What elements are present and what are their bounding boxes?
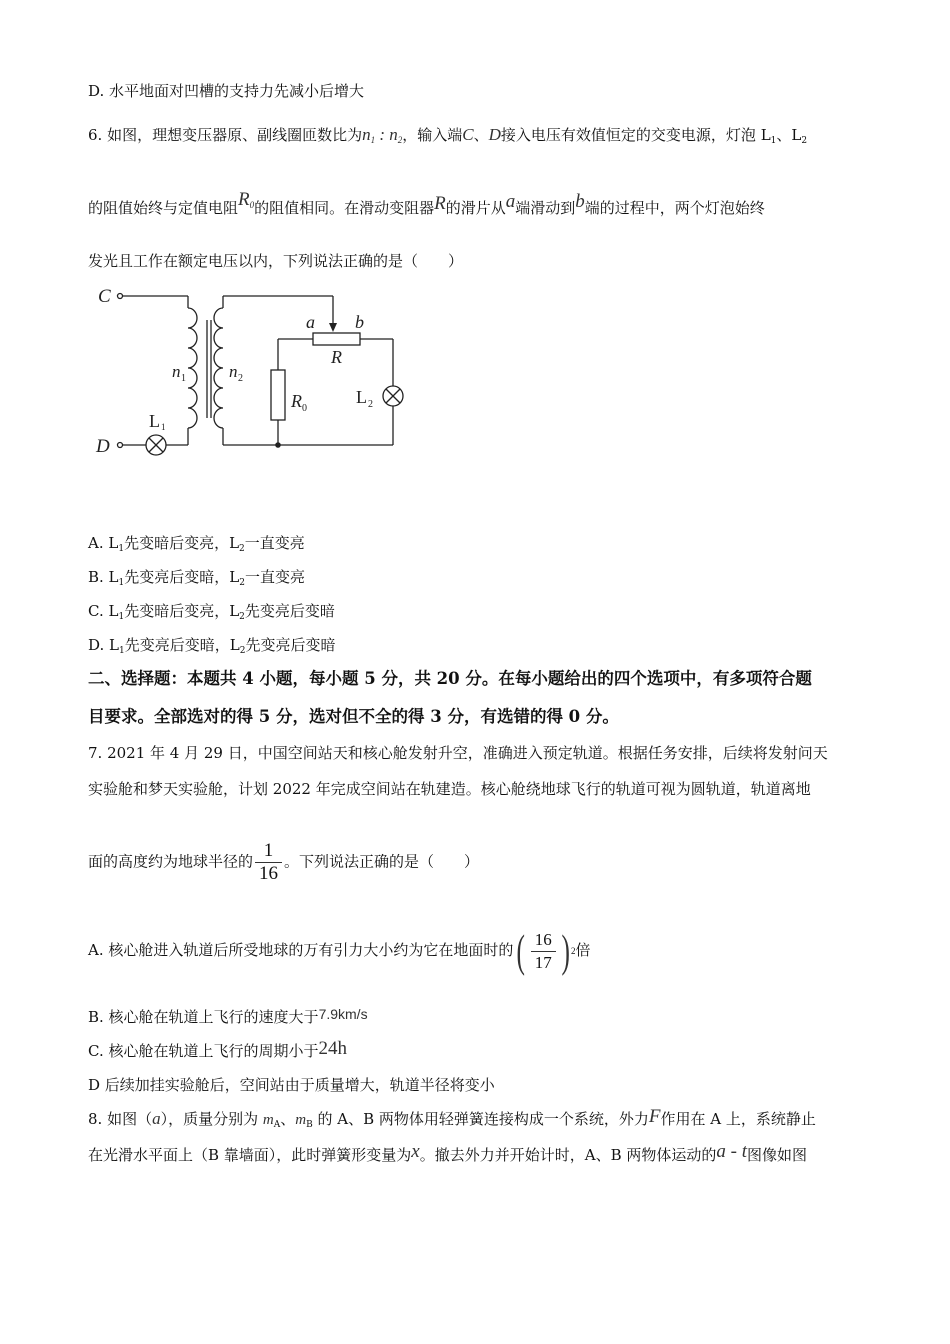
section2-heading-line-2: 目要求。全部选对的得 5 分，选对但不全的得 3 分，有选错的得 0 分。 <box>88 707 619 726</box>
label-n2: n <box>229 362 238 381</box>
label-n1: n <box>172 362 181 381</box>
q6-option-d: D. $L_1$先变亮后变暗，$L_2$先变亮后变暗 <box>88 636 336 656</box>
label-d: D <box>96 436 110 457</box>
label-c: C <box>98 286 111 307</box>
label-l1: L <box>149 411 160 431</box>
q7-option-d: D 后续加挂实验舱后，空间站由于质量增大，轨道半径将变小 <box>88 1076 495 1094</box>
q7-stem-line-2: 实验舱和梦天实验舱，计划 2022 年完成空间站在轨建造。核心舱绕地球飞行的轨道可视为圆轨道，轨道离地 <box>88 780 811 798</box>
q8-stem-line-2: 在光滑水平面上（B 靠墙面），此时弹簧形变量为x。撤去外力并开始计时，A、B 两物体运动的a - t图像如图 <box>88 1141 807 1164</box>
secondary-coil <box>214 308 223 428</box>
fraction-one-sixteenth: $\frac{1}{16}$ <box>255 840 282 885</box>
q5-option-d-text: D. 水平地面对凹槽的支持力先减小后增大 <box>88 82 365 100</box>
q6-option-c: C. $L_1$先变暗后变亮，$L_2$先变亮后变暗 <box>88 602 335 622</box>
q7-stem-line-3: 面的高度约为地球半径的 $\frac{1}{16}$ 。下列说法正确的是（ ） <box>88 840 480 884</box>
label-a: a <box>306 312 315 332</box>
section2-heading-line-1: 二、选择题：本题共 4 小题，每小题 5 分，共 20 分。在每小题给出的四个选项中，有多项符合题 <box>88 669 812 688</box>
q7-option-c: C. 核心舱在轨道上飞行的周期小于24h <box>88 1038 347 1060</box>
primary-coil <box>188 308 197 428</box>
terminal-c-circle <box>118 294 123 299</box>
force-f-symbol: F <box>648 1106 661 1127</box>
q6-stem-line-3: 发光且工作在额定电压以内，下列说法正确的是（ ） <box>88 252 464 270</box>
label-n2-sub: 2 <box>238 373 243 384</box>
label-l2: L <box>356 387 367 407</box>
terminal-d-circle <box>118 443 123 448</box>
at-graph-symbol: a - t <box>716 1141 747 1162</box>
r0-symbol: $R_0$ <box>238 189 255 210</box>
squared-fraction: ( $\frac{16}{17}$ ) 2 <box>516 925 576 976</box>
label-b: b <box>355 312 364 332</box>
q7-stem-line-1: 7. 2021 年 4 月 29 日，中国空间站天和核心舱发射升空，准确进入预定轨道。根据任务安排，后续将发射问天 <box>88 744 828 762</box>
q6-option-a: A. $L_1$先变暗后变亮，$L_2$一直变亮 <box>88 534 305 554</box>
q6-circuit-diagram <box>88 280 418 465</box>
q8-stem-line-1: 8. 如图（a），质量分别为 $m_A$、$m_B$ 的 A、B 两物体用轻弹簧连接构成一个系统，外力F作用在 A 上，系统静止 <box>88 1106 816 1130</box>
period-value: 24h <box>318 1038 347 1059</box>
terminal-c: C <box>462 125 474 144</box>
rheostat-r <box>313 333 360 345</box>
b-symbol: b <box>575 191 585 212</box>
q7-option-b: B. 核心舱在轨道上飞行的速度大于7.9km/s <box>88 1006 368 1026</box>
q6-stem-line-1: 6. 如图，理想变压器原、副线圈匝数比为$n_1$ : $n_2$，输入端C、D接入电压有效值恒定的交变电源，灯泡 $L_1$、$L_2$ <box>88 125 808 146</box>
q6-stem-line-2: 的阻值始终与定值电阻$R_0$的阻值相同。在滑动变阻器R的滑片从a端滑动到b端的过程中，两个灯泡始终 <box>88 189 765 217</box>
junction-dot <box>275 442 281 448</box>
q6-stem-text: 6. 如图，理想变压器原、副线圈匝数比为 <box>88 126 363 144</box>
x-symbol: x <box>411 1141 420 1162</box>
speed-value: 7.9km/s <box>318 1006 368 1022</box>
terminal-d: D <box>488 125 501 144</box>
a-symbol: a <box>505 191 516 212</box>
q5-option-d <box>88 80 364 102</box>
slider-arrowhead <box>329 323 337 332</box>
label-r: R <box>331 347 342 367</box>
label-l1-sub: 1 <box>161 422 166 432</box>
resistor-r0 <box>271 370 285 420</box>
label-n1-sub: 1 <box>181 373 186 384</box>
turns-ratio: $n_1$ : $n_2$ <box>362 125 403 145</box>
label-r0-sub: 0 <box>302 403 307 414</box>
label-r0: R <box>291 391 302 411</box>
r-symbol: R <box>434 193 446 214</box>
q7-option-a: A. 核心舱进入轨道后所受地球的万有引力大小约为它在地面时的 ( $\frac{16}{17}$ ) 2 倍 <box>88 925 591 976</box>
label-l2-sub: 2 <box>368 399 373 410</box>
q6-option-b: B. $L_1$先变亮后变暗，$L_2$一直变亮 <box>88 568 305 588</box>
